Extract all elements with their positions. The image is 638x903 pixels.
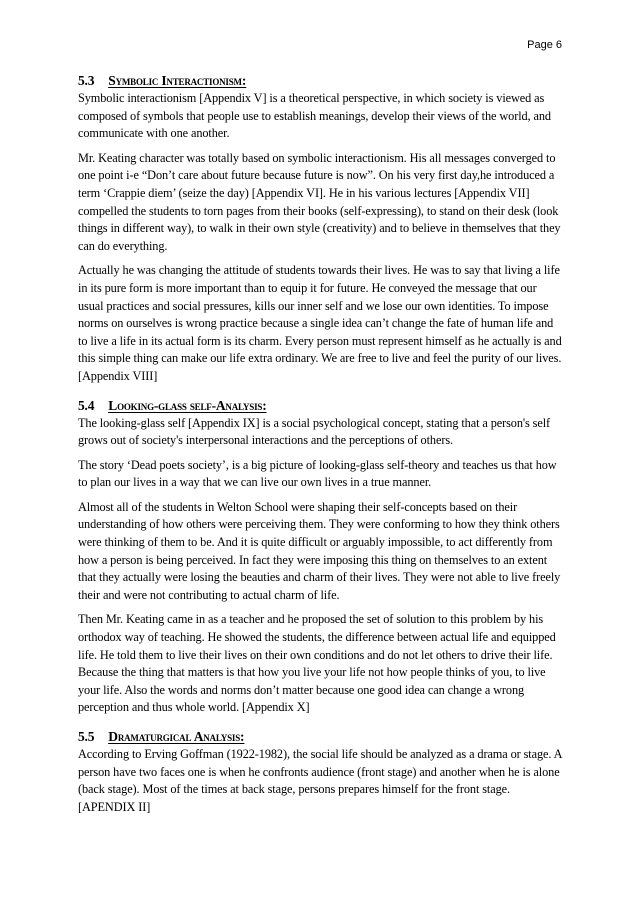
section-symbolic-interactionism: [78, 72, 564, 386]
paragraph: The story ‘Dead poets society’, is a big picture of looking-glass self-theory and teaches us that how to plan our lives in a way that we can live our own lives in a true manner.: [78, 457, 557, 490]
paragraph: The looking-glass self [Appendix IX] is a social psychological concept, stating that a person's self grows out of society's interpersonal interactions and the perceptions of others.: [78, 415, 551, 448]
paragraph: Mr. Keating character was totally based on symbolic interactionism. His all messages converged to one point i-e “Don’t care about future because future is now”. On his very first day,he introduced a term ‘Crappie diem’ (seize the day) [Appendix VI]. He in his various lectures [Appendix VII] compelled the students to torn pages from their books (self-expressing), to stand on their desk (look things in different way), to walk in their own style (creativity) and to believe in themselves that they can do everything.: [78, 150, 561, 253]
section-number: 5.5: [78, 729, 95, 744]
section-heading: [78, 397, 564, 415]
paragraph: Actually he was changing the attitude of students towards their lives. He was to say that living a life in its pure form is more important than to equip it for future. He conveyed the message that our usual practices and social pressures, kills our inner self and we lose our own identities. To impose norms on ourselves is wrong practice because a single idea can’t change the fate of human life and to live a life in its actual form is its charm. Every person must represent himself as he actually is and this simple thing can make our life extra ordinary. We are free to live and feel the purity of our lives. [Appendix VIII]: [78, 263, 562, 383]
paragraph: Symbolic interactionism [Appendix V] is a theoretical perspective, in which society is viewed as composed of symbols that people use to establish meanings, develop their views of the world, and communicate with one another.: [78, 91, 551, 141]
section-looking-glass-self: [78, 397, 564, 718]
section-number: 5.3: [78, 73, 95, 88]
section-heading: [78, 72, 564, 90]
section-dramaturgical-analysis: [78, 728, 564, 816]
section-title: Looking-glass self-Analysis:: [108, 397, 267, 413]
paragraph: According to Erving Goffman (1922-1982), the social life should be analyzed as a drama or stage. A person have two faces one is when he confronts audience (front stage) and another when he is alone (back stage). Most of the times at back stage, persons prepares himself for the front stage. [APENDIX II]: [78, 747, 562, 814]
section-title: Dramaturgical Analysis:: [108, 729, 245, 744]
page-number: Page 6: [527, 39, 562, 51]
section-heading: [78, 728, 564, 746]
paragraph: Then Mr. Keating came in as a teacher and he proposed the set of solution to this problem by his orthodox way of teaching. He showed the students, the difference between actual life and equipped life. He told them to live their lives on their own conditions and do not let others to drive their life. Because the thing that matters is that how you live your life not how people thinks of you, to live your life. Also the words and norms don’t matter because one good idea can change a wrong perception and thus whole world. [Appendix X]: [78, 612, 556, 715]
paragraph: Almost all of the students in Welton School were shaping their self-concepts based on their understanding of how others were perceiving them. They were conforming to how they think others were thinking of them to be. And it is quite difficult or arguably impossible, to act differently from how a person is being perceived. In fact they were imposing this thing on themselves to an extent that they actually were losing the beauties and charm of their lives. They were not able to live freely their and were not contributing to actual charm of life.: [78, 499, 561, 602]
section-title: Symbolic Interactionism:: [108, 73, 247, 88]
section-number: 5.4: [78, 397, 95, 413]
document-body: [78, 72, 564, 816]
